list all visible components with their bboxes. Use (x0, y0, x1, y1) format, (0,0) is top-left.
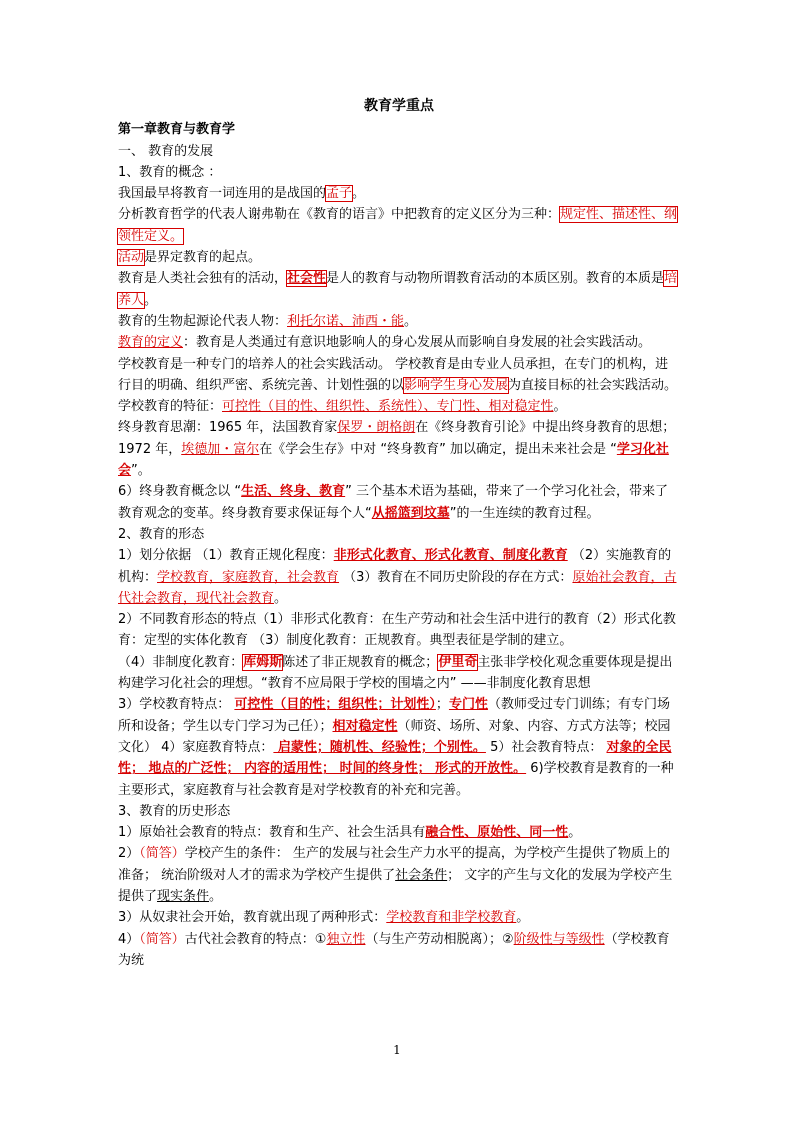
paragraph (118, 481, 680, 524)
text: 5）社会教育特点： (485, 739, 607, 755)
paragraph (118, 332, 680, 353)
section-heading: 一、 教育的发展 (118, 143, 214, 159)
text: 在《学会生存》中对 “终身教育” 加以确定，提出未来社会是 “ (259, 441, 617, 457)
paragraph (118, 204, 680, 247)
paragraph (118, 694, 680, 800)
keyword: 从摇篮到坟墓 (371, 505, 450, 521)
keyword: 教育的定义 (118, 335, 184, 351)
text: 终身教育思潮：1965 年，法国教育家 (118, 420, 338, 436)
keyword: 保罗・朗格朗 (337, 420, 416, 436)
paragraph (118, 247, 680, 268)
text: ； 文字的产生与文化的发展为学校产生提供了 (118, 867, 673, 904)
keyword: 学校教育和非学校教育 (386, 910, 517, 926)
keyword: 非形式化教育、形式化教育、制度化教育 (333, 548, 568, 564)
paragraph (118, 268, 680, 311)
keyword: 学校教育，家庭教育，社会教育 (157, 569, 340, 585)
text: 3）从奴隶社会开始，教育就出现了两种形式： (118, 910, 387, 926)
document-title: 教育学重点 (364, 98, 434, 114)
keyword: 专门性 (448, 697, 488, 713)
keyword: 社会条件 (395, 867, 448, 883)
text: （4）非制度化教育： (118, 654, 244, 670)
keyword: 融合性、原始性、同一性 (425, 825, 569, 841)
paragraph (118, 929, 680, 972)
text: ：教育是人类通过有意识地影响人的身心发展从而影响自身发展的社会实践活动。 (183, 335, 652, 351)
keyword: 对象的全民性； 地点的广泛性； 内容的适用性； 时间的终身性； 形式的开放性。 (118, 739, 672, 777)
paragraph: 2）不同教育形态的特点（1）非形式化教育：在生产劳动和社会生活中进行的教育（2）形式化教育：定型的实体化教育 （3）制度化教育：正规教育。典型表征是学制的建立。 (118, 612, 676, 649)
paragraph (118, 652, 680, 695)
text: 3）学校教育特点： (118, 697, 235, 713)
text: 6)学校教育是教育的一种主要形式，家庭教育与社会教育是对学校教育的补充和完善。 (118, 761, 674, 798)
text: 是界定教育的起点。 (144, 250, 262, 266)
text: 学校教育是一种专门的培养人的社会实践活动。 学校教育是由专业人员承担，在专门的机构，进行目的明确、组织严密、系统完善、计划性强的以 (118, 356, 669, 393)
text: （3）教育在不同历史阶段的存在方式： (339, 569, 573, 585)
keyword: 原始社会教育，古代社会教育，现代社会教育 (118, 569, 677, 606)
text: 是人的教育与动物所谓教育活动的本质区别。教育的本质是 (326, 271, 665, 287)
text: ”的一生连续的教育过程。 (449, 505, 600, 521)
text: （与生产劳动相脱离）；② (365, 931, 514, 947)
chapter-heading: 第一章教育与教育学 (118, 122, 236, 138)
text: 1）原始社会教育的特点：教育和生产、社会生活具有 (118, 825, 426, 841)
text: 分析教育哲学的代表人谢弗勒在《教育的语言》中把教育的定义区分为三种： (118, 207, 561, 223)
keyword: 可控性（目的性、组织性、系统性）、专门性、相对稳定性 (222, 399, 554, 415)
text: 学校教育的特征： (118, 399, 223, 415)
paragraph (118, 396, 680, 417)
keyword: 伊里奇 (438, 654, 478, 670)
keyword: 启蒙性；随机性、经验性；个别性。 (273, 739, 486, 755)
subsection-heading: 3、教育的历史形态 (118, 803, 231, 819)
keyword: 阶级性与等级性 (513, 931, 605, 947)
text: （教师受过专门训练；有专门场所和设备；学生以专门学习为己任）； (118, 697, 670, 734)
keyword: （简答） (139, 931, 185, 947)
text: 。 (274, 590, 288, 606)
keyword: 活动 (118, 250, 145, 266)
keyword: 孟子 (326, 186, 353, 202)
keyword: 学习化社会 (118, 441, 669, 479)
text: 古代社会教育的特点：① (184, 931, 327, 947)
paragraph (118, 843, 680, 907)
text: ” 三个基本术语为基础，带来了一个学习化社会，带来了教育观念的变革。终身教育要求保证每个人“ (118, 484, 669, 521)
text: 。 (568, 825, 582, 841)
text: 在《终身教育引论》中提出终身教育的思想；1972 年， (118, 420, 676, 457)
keyword: 可控性（目的性；组织性；计划性） (234, 697, 436, 713)
keyword: 培养人 (118, 271, 678, 308)
text: ”。 (131, 463, 151, 479)
keyword: 埃德加・富尔 (181, 441, 260, 457)
text: 陈述了非正规教育的概念； (282, 654, 439, 670)
text: （学校教育为统 (118, 931, 670, 968)
paragraph (118, 417, 680, 481)
page-number: 1 (393, 1043, 401, 1057)
text: （2）实施教育的机构： (118, 548, 672, 585)
keyword: （简答） (139, 846, 185, 862)
text: 4） (118, 931, 140, 947)
text: 2） (118, 846, 140, 862)
keyword: 相对稳定性 (332, 718, 398, 734)
text: ； (435, 697, 449, 713)
text: 。 (516, 910, 530, 926)
paragraph (118, 545, 680, 609)
document-body (118, 96, 680, 971)
text: 。 (209, 888, 223, 904)
keyword: 现实条件 (157, 888, 210, 904)
subsection-heading: 2、教育的形态 (118, 526, 205, 542)
keyword: 影响学生身心发展 (404, 377, 509, 393)
keyword: 规定性、描述性、纲领性定义。 (118, 207, 678, 244)
text: 1）划分依据 （1）教育正规化程度： (118, 548, 334, 564)
paragraph (118, 311, 680, 332)
paragraph (118, 822, 680, 843)
keyword: 生活、终身、教育 (241, 484, 346, 500)
paragraph (118, 183, 680, 204)
text: 。 (404, 313, 418, 329)
text: 教育的生物起源论代表人物： (118, 313, 288, 329)
text: （师资、场所、对象、内容、方式方法等；校园文化） 4）家庭教育特点： (118, 718, 671, 755)
keyword: 利托尔诺、沛西・能 (287, 313, 405, 329)
keyword: 独立性 (326, 931, 366, 947)
text: 6）终身教育概念以 “ (118, 484, 242, 500)
keyword: 社会性 (287, 271, 327, 287)
subsection-heading: 1、教育的概念 ： (118, 164, 222, 180)
text: 。 (553, 399, 567, 415)
text: 学校产生的条件： 生产的发展与社会生产力水平的提高，为学校产生提供了物质上的准备； 统治阶级对人才的需求为学校产生提供了 (118, 846, 670, 883)
paragraph (118, 907, 680, 928)
text: 。 (352, 186, 366, 202)
keyword: 库姆斯 (243, 654, 283, 670)
text: 。 (144, 292, 158, 308)
text: 教育是人类社会独有的活动， (118, 271, 288, 287)
text: 我国最早将教育一词连用的是战国的 (118, 186, 327, 202)
text: 为直接目标的社会实践活动。 (508, 377, 678, 393)
text: 主张非学校化观念重要体现是提出构建学习化社会的理想。“教育不应局限于学校的围墙之内” ——非制度化教育思想 (118, 654, 673, 692)
paragraph (118, 354, 680, 397)
